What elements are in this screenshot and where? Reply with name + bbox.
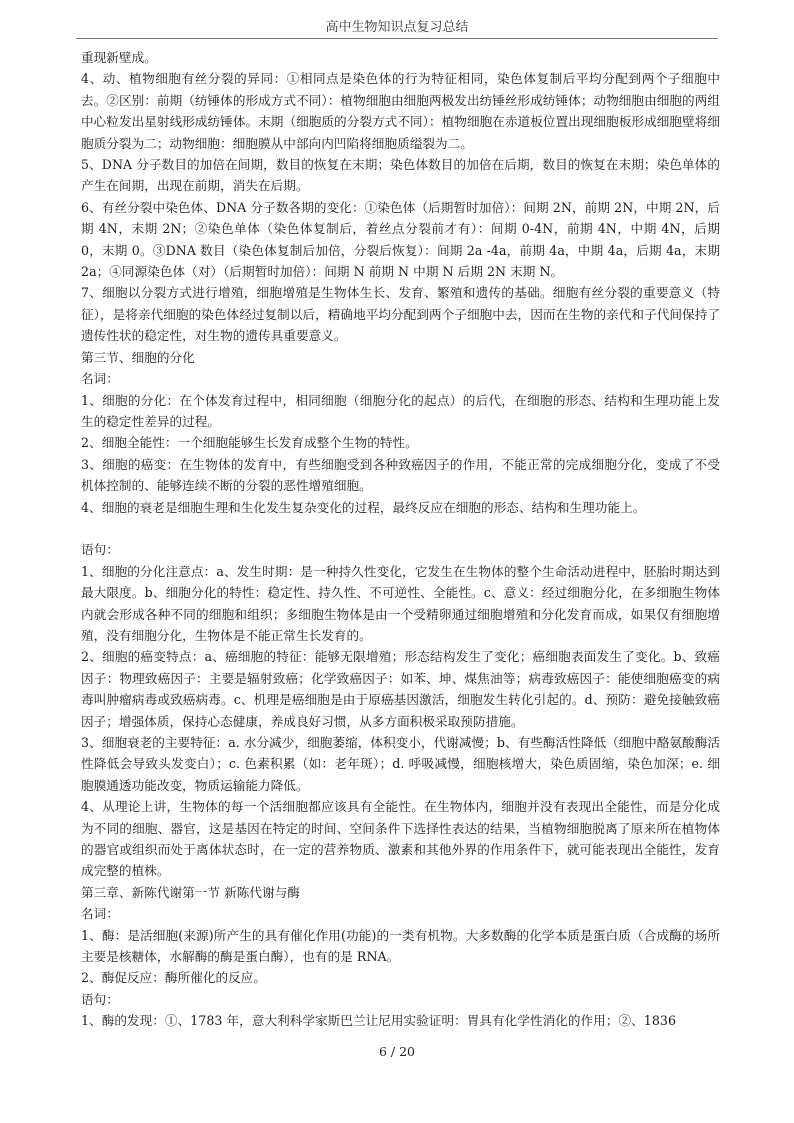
section-heading: 第三节、细胞的分化 (81, 349, 195, 365)
subheading: 语句： (81, 991, 119, 1007)
page-number: 6 / 20 (378, 1044, 416, 1059)
paragraph: 7、细胞以分裂方式进行增殖，细胞增殖是生物体生长、发育、繁殖和遗传的基础。细胞有丝分裂的重要意义（特征），是将亲代细胞的染色体经过复制以后，精确地平均分配到两个子细胞中去，因而在生物的亲代和子代间保持了遗传性状的稳定性，对生物的遗传具重要意义。 (81, 285, 720, 344)
header-divider (76, 38, 718, 39)
paragraph: 2、细胞的癌变特点：a、癌细胞的特征：能够无限增殖；形态结构发生了变化；癌细胞表面发生了变化。b、致癌因子：物理致癌因子：主要是辐射致癌；化学致癌因子：如苯、坤、煤焦油等；病毒致癌因子：能使细胞癌变的病毒叫肿瘤病毒或致癌病毒。c、机理是癌细胞是由于原癌基因激活，细胞发生转化引起的。d、预防：避免接触致癌因子；增强体质，保持心态健康，养成良好习惯，从多方面积极采取预防措施。 (81, 649, 720, 729)
paragraph: 4、从理论上讲，生物体的每一个活细胞都应该具有全能性。在生物体内，细胞并没有表现出全能性，而是分化成为不同的细胞、器官，这是基因在特定的时间、空间条件下选择性表达的结果，当植物细胞脱离了原来所在植物体的器官或组织而处于离体状态时，在一定的营养物质、激素和其他外界的作用条件下，就可能表现出全能性，发育成完整的植株。 (81, 799, 720, 879)
blank-line (81, 518, 720, 539)
paragraph: 6、有丝分裂中染色体、DNA 分子数各期的变化：①染色体（后期暂时加倍）：间期 2N，前期 2N，中期 2N，后期 4N，末期 2N；②染色单体（染色体复制后，着丝点分裂前才有）：间期 0-4N，前期 4N，中期 4N，后期 0，末期 0。③DNA 数目（染色体复制后加倍，分裂后恢复）：间期 2a -4a，前期 4a，中期 4a，后期 4a，末期 2a；④同源染色体（对）（后期暂时加倍）：间期 N 前期 N 中期 N 后期 2N 末期 N。 (81, 199, 720, 280)
paragraph: 3、细胞的癌变：在生物体的发育中，有些细胞受到各种致癌因子的作用，不能正常的完成细胞分化，变成了不受机体控制的、能够连续不断的分裂的恶性增殖细胞。 (81, 456, 720, 494)
paragraph: 1、酶：是活细胞(来源)所产生的具有催化作用(功能)的一类有机物。大多数酶的化学本质是蛋白质（合成酶的场所主要是核糖体，水解酶的酶是蛋白酶），也有的是 RNA。 (81, 927, 720, 965)
paragraph: 1、细胞的分化注意点：a、发生时期：是一种持久性变化，它发生在生物体的整个生命活动进程中，胚胎时期达到最大限度。b、细胞分化的特性：稳定性、持久性、不可逆性、全能性。c、意义：经过细胞分化，在多细胞生物体内就会形成各种不同的细胞和组织；多细胞生物体是由一个受精卵通过细胞增殖和分化发育而成，如果仅有细胞增殖，没有细胞分化，生物体是不能正常生长发育的。 (81, 563, 720, 643)
paragraph: 2、细胞全能性：一个细胞能够生长发育成整个生物的特性。 (81, 435, 418, 451)
subheading: 语句： (81, 542, 119, 558)
paragraph: 4、动、植物细胞有丝分裂的异同：①相同点是染色体的行为特征相同，染色体复制后平均分配到两个子细胞中去。②区别：前期（纺锤体的形成方式不同）：植物细胞由细胞两极发出纺锤丝形成纺锤体；动物细胞由细胞的两组中心粒发出星射线形成纺锤体。末期（细胞质的分裂方式不同）：植物细胞在赤道板位置出现细胞板形成细胞壁将细胞质分裂为二；动物细胞：细胞膜从中部向内凹陷将细胞质缢裂为二。 (81, 71, 720, 151)
document-body (81, 47, 720, 1032)
paragraph: 重现新壁成。 (81, 50, 157, 65)
paragraph: 5、DNA 分子数目的加倍在间期，数目的恢复在末期；染色体数目的加倍在后期，数目的恢复在末期；染色单体的产生在间期，出现在前期，消失在后期。 (81, 157, 720, 194)
paragraph: 1、细胞的分化：在个体发育过程中，相同细胞（细胞分化的起点）的后代，在细胞的形态、结构和生理功能上发生的稳定性差异的过程。 (81, 392, 720, 429)
paragraph: 4、细胞的衰老是细胞生理和生化发生复杂变化的过程，最终反应在细胞的形态、结构和生理功能上。 (81, 499, 646, 515)
paragraph: 1、酶的发现：①、1783 年，意大利科学家斯巴兰让尼用实验证明：胃具有化学性消化的作用；②、1836 (81, 1013, 677, 1029)
paragraph: 3、细胞衰老的主要特征：a. 水分减少，细胞萎缩，体积变小，代谢减慢；b、有些酶活性降低（细胞中酪氨酸酶活性降低会导致头发变白）；c. 色素积累（如：老年斑）；d. 呼吸减慢，细胞核增大，染色质固缩，染色加深；e. 细胞膜通透功能改变，物质运输能力降低。 (81, 734, 720, 793)
subheading: 名词： (81, 906, 119, 922)
chapter-heading: 第三章、新陈代谢第一节 新陈代谢与酶 (81, 884, 300, 900)
page-header: 高中生物知识点复习总结 (325, 20, 469, 35)
subheading: 名词： (81, 371, 119, 387)
paragraph: 2、酶促反应：酶所催化的反应。 (81, 970, 267, 986)
